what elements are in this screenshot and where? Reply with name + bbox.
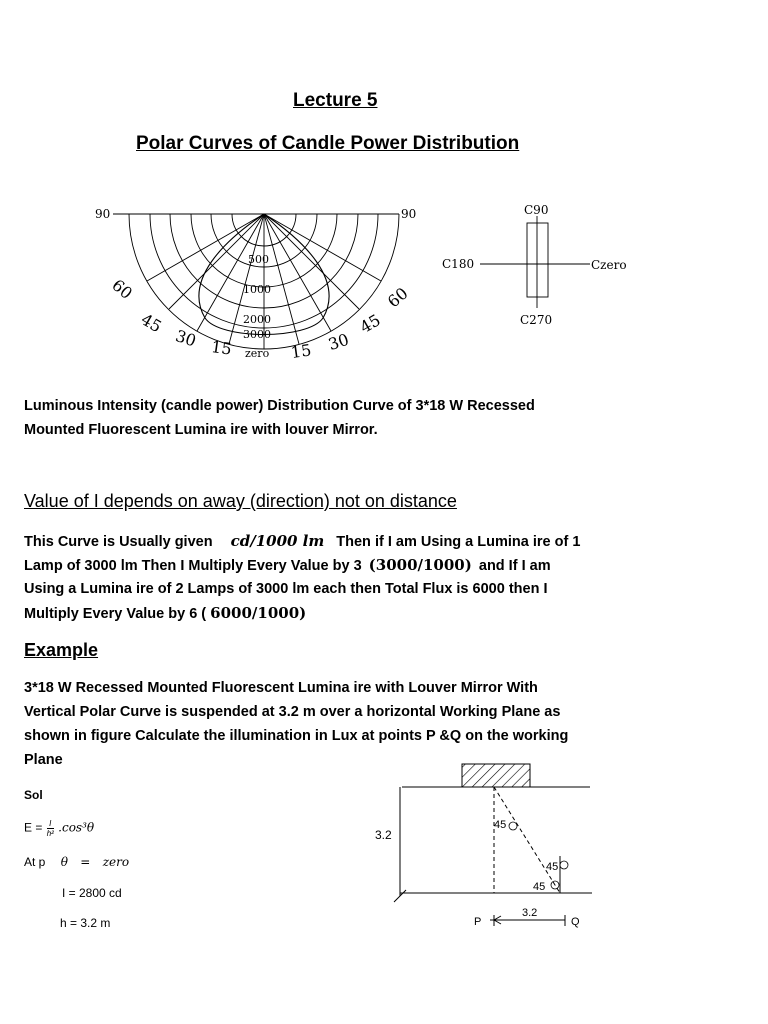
height-dimension-label: 3.2 <box>375 828 392 842</box>
paragraph-text: Lamp of 3000 lm Then I Multiply Every Value by 3 <box>24 558 362 574</box>
polar-ring-label: 2000 <box>243 313 271 326</box>
page-title: Polar Curves of Candle Power Distribution <box>136 133 520 154</box>
polar-angle-label: 45 <box>356 310 384 337</box>
section-heading: Value of I depends on away (direction) not on distance <box>24 491 457 511</box>
paragraph-text: Then if I am Using a Lumina ire of 1 <box>336 534 581 550</box>
horizontal-distance-label: 3.2 <box>522 907 538 919</box>
formula-fraction <box>47 819 54 838</box>
angle-label: 45 <box>546 861 559 873</box>
polar-angle-label: 45 <box>137 309 165 337</box>
paragraph-line <box>24 529 580 554</box>
theta-symbol: θ <box>60 855 68 869</box>
c180-label: C180 <box>442 257 475 271</box>
formula-cos-term: .cos³θ <box>58 820 95 835</box>
angle-label: 45 <box>533 881 546 893</box>
height-value: h = 3.2 m <box>60 916 111 930</box>
geometry-figure <box>370 760 600 932</box>
at-point-label: At p <box>24 855 46 869</box>
c-plane-diagram <box>438 200 648 335</box>
paragraph-text: and If I am <box>478 558 551 574</box>
polar-ring-label: 500 <box>248 253 269 266</box>
solution-label: Sol <box>24 788 43 802</box>
polar-angle-label: 15 <box>289 340 313 363</box>
polar-right-90-label: 90 <box>401 207 417 221</box>
example-line: 3*18 W Recessed Mounted Fluorescent Lumina ire with Louver Mirror With <box>24 680 538 696</box>
polar-angle-label: 60 <box>383 283 412 312</box>
luminaire <box>462 764 530 787</box>
example-heading: Example <box>24 640 99 660</box>
angle-label: 45 <box>494 819 507 831</box>
c90-label: C90 <box>524 203 549 217</box>
polar-ring-label: 3000 <box>243 328 271 341</box>
math-expression: cd/1000 lm <box>230 532 325 550</box>
lecture-number: Lecture 5 <box>293 90 378 111</box>
example-line: Vertical Polar Curve is suspended at 3.2 m over a horizontal Working Plane as <box>24 704 561 720</box>
example-line: Plane <box>24 752 63 768</box>
math-expression: 6000/1000) <box>210 604 307 622</box>
example-line: shown in figure Calculate the illumination in Lux at points P &Q on the working <box>24 728 569 744</box>
equals-sign: = <box>80 855 91 869</box>
polar-angle-label: 30 <box>173 326 199 351</box>
paragraph-text: This Curve is Usually given <box>24 534 213 550</box>
polar-ring-label: 1000 <box>243 283 271 296</box>
fraction-denominator: h² <box>46 829 54 838</box>
math-expression: (3000/1000) <box>368 556 472 574</box>
paragraph-line <box>24 601 306 626</box>
illuminance-formula <box>24 819 94 838</box>
point-q-label: Q <box>571 916 580 928</box>
paragraph-line <box>24 553 551 578</box>
luminaire-plan <box>527 223 548 297</box>
at-point-p <box>24 855 129 869</box>
caption-line: Luminous Intensity (candle power) Distribution Curve of 3*18 W Recessed <box>24 398 535 414</box>
czero-label: Czero <box>591 258 627 272</box>
fraction-numerator: I <box>47 819 54 829</box>
point-p-label: P <box>474 916 482 928</box>
polar-angle-label: zero <box>245 347 270 360</box>
polar-angle-label: 60 <box>108 275 137 304</box>
c270-label: C270 <box>520 313 553 327</box>
polar-angle-label: 15 <box>210 337 233 359</box>
caption-line: Mounted Fluorescent Lumina ire with louver Mirror. <box>24 422 378 438</box>
polar-angle-label: 30 <box>325 329 352 355</box>
theta-value: zero <box>102 855 130 869</box>
formula-lhs: E = <box>24 820 43 835</box>
paragraph-line: Using a Lumina ire of 2 Lamps of 3000 lm each then Total Flux is 6000 then I <box>24 581 548 597</box>
paragraph-text: Multiply Every Value by 6 ( <box>24 606 207 622</box>
polar-left-90-label: 90 <box>95 207 111 221</box>
intensity-value: I = 2800 cd <box>62 886 122 900</box>
inclined-ray <box>494 787 560 893</box>
polar-curve-diagram <box>95 200 425 365</box>
